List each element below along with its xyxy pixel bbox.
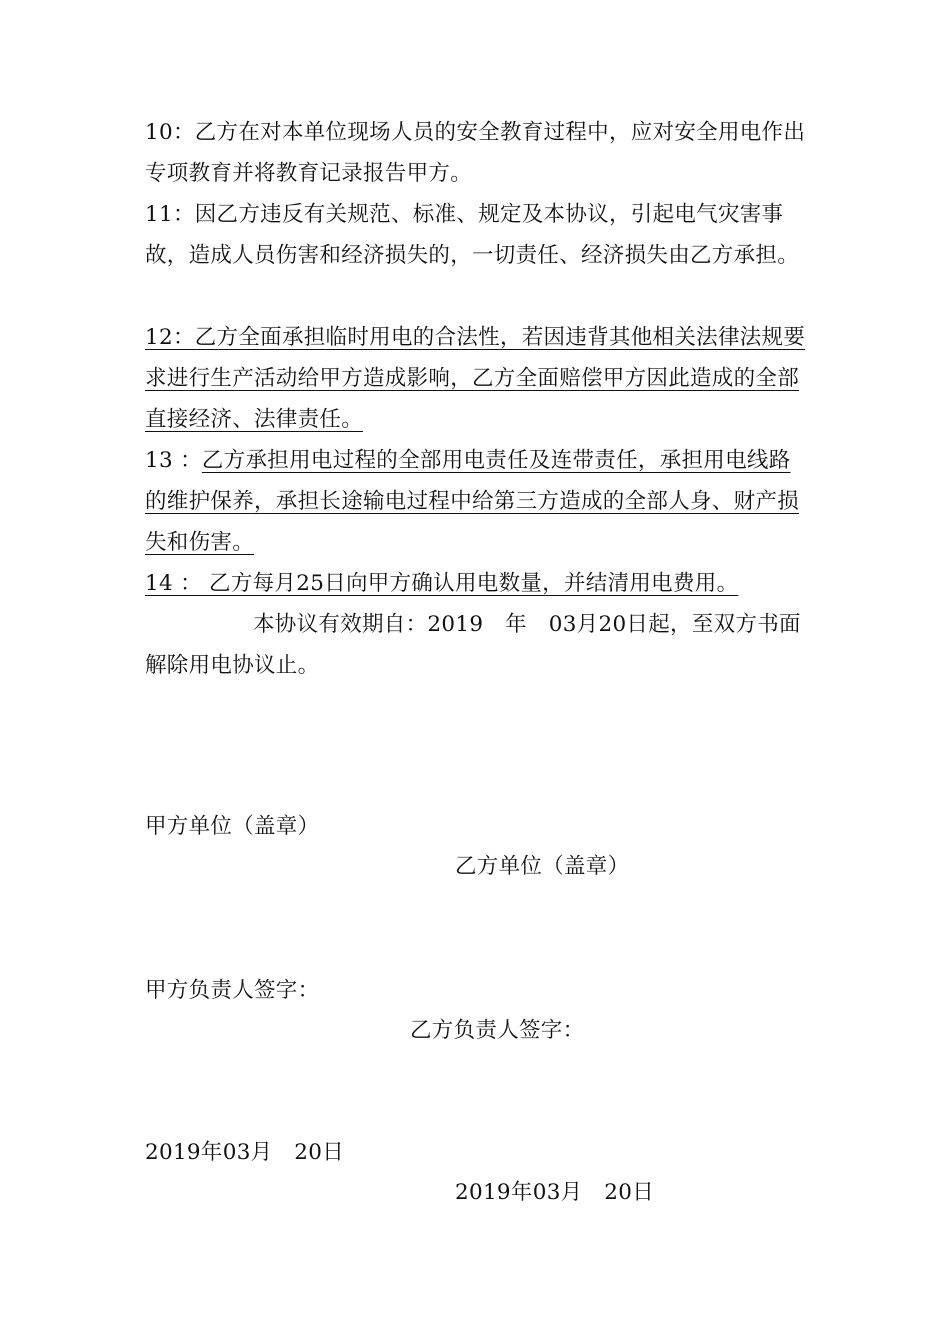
clause-13 xyxy=(145,440,810,563)
clause-12 xyxy=(145,317,810,440)
clause-11 xyxy=(145,194,810,276)
party-b-unit-seal: 乙方单位（盖章） xyxy=(455,854,630,879)
clause-14 xyxy=(145,563,810,604)
clause-10-text: 10：乙方在对本单位现场人员的安全教育过程中，应对安全用电作出专项教育并将教育记录报告甲方。 xyxy=(145,120,806,186)
clause-11-text: 11：因乙方违反有关规范、标准、规定及本协议，引起电气灾害事故，造成人员伤害和经济损失的，一切责任、经济损失由乙方承担。 xyxy=(145,202,800,268)
validity-text: 本协议有效期自：2019 年 03月20日起，至双方书面解除用电协议止。 xyxy=(145,612,801,678)
clause-13-number: 13 ： xyxy=(145,448,202,473)
party-b-date: 2019年03月 20日 xyxy=(455,1180,655,1205)
clause-13-text: 乙方承担用电过程的全部用电责任及连带责任，承担用电线路的维护保养，承担长途输电过程中给第三方造成的全部人身、财产损失和伤害。 xyxy=(145,448,800,555)
clause-14-text: 14 ： 乙方每月25日向甲方确认用电数量，并结清用电费用。 xyxy=(145,571,739,596)
party-a-unit-seal: 甲方单位（盖章） xyxy=(145,814,320,839)
clause-12-text: 12：乙方全面承担临时用电的合法性，若因违背其他相关法律法规要求进行生产活动给甲方造成影响，乙方全面赔偿甲方因此造成的全部直接经济、法律责任。 xyxy=(145,325,806,432)
clause-10 xyxy=(145,112,810,194)
party-a-signature: 甲方负责人签字： xyxy=(145,978,320,1003)
party-a-date: 2019年03月 20日 xyxy=(145,1140,345,1165)
validity-period xyxy=(145,604,810,686)
party-b-signature: 乙方负责人签字： xyxy=(410,1018,585,1043)
